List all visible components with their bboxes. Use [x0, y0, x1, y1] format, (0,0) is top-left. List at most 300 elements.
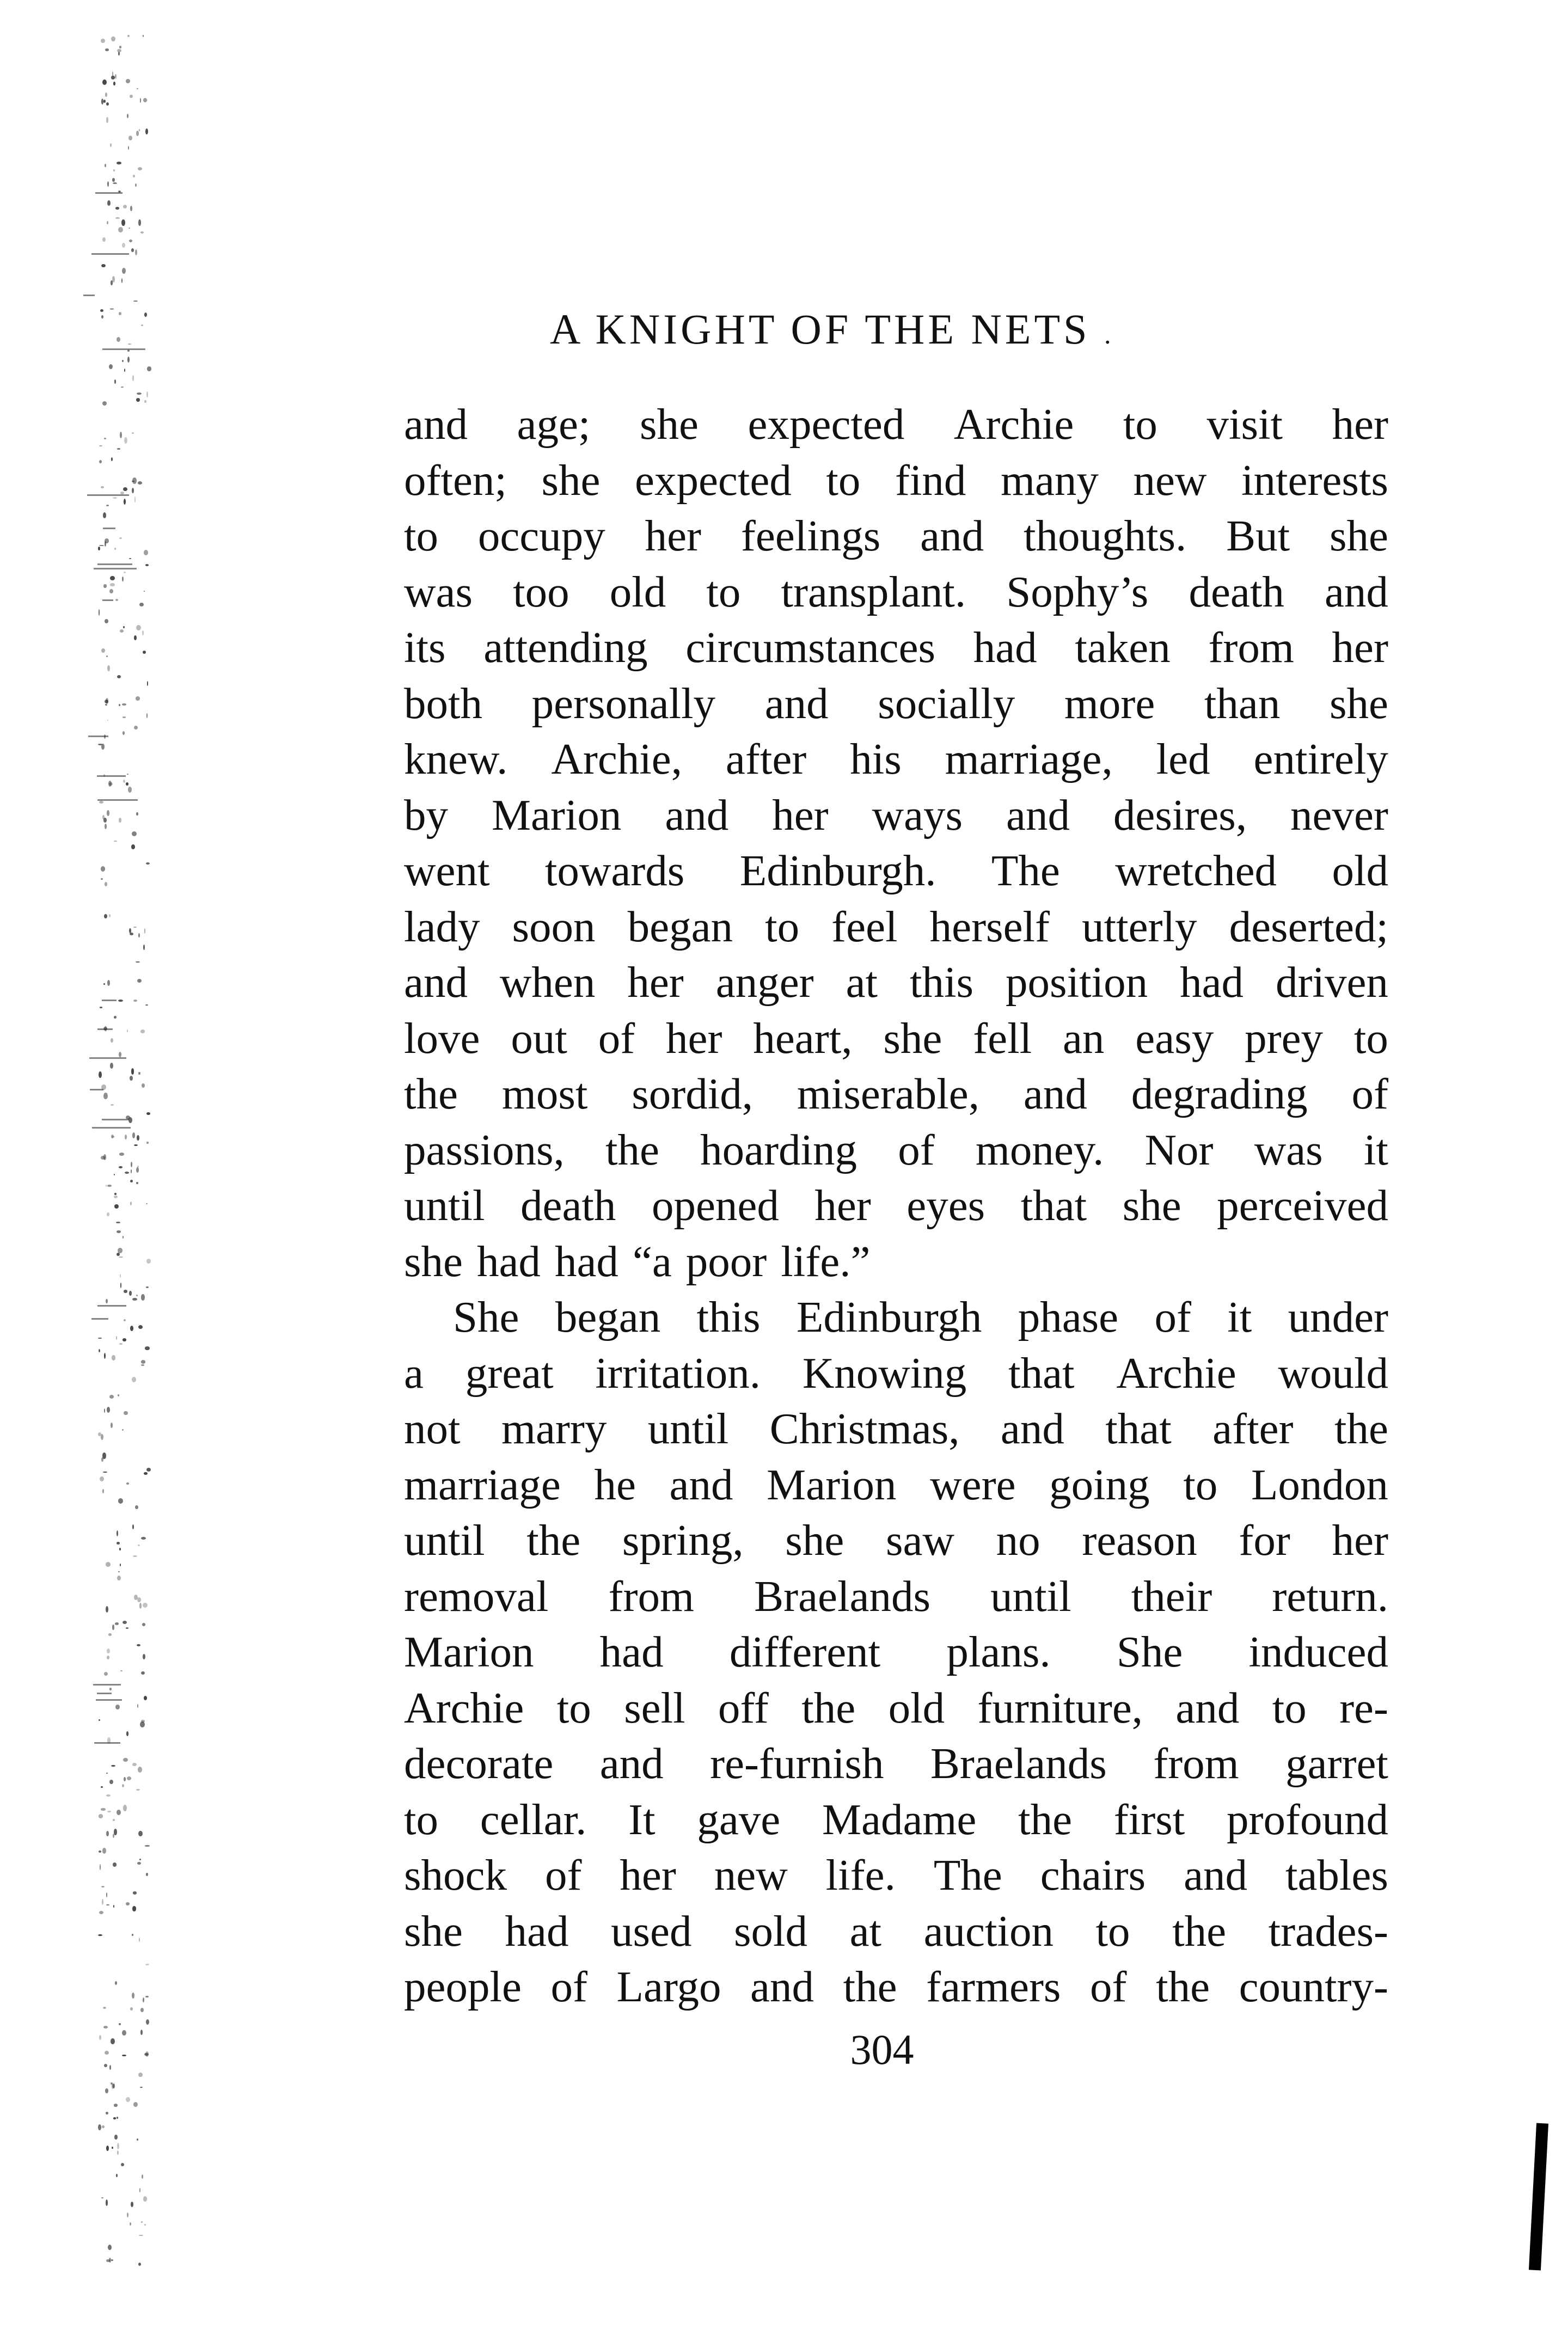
- scan-speck: [122, 268, 126, 274]
- scan-speck: [112, 1355, 116, 1360]
- scan-speck: [124, 1777, 126, 1781]
- word: the: [1172, 1906, 1227, 1956]
- scan-speck: [127, 114, 128, 118]
- scan-speck: [142, 630, 144, 636]
- word: lady: [404, 902, 480, 951]
- scan-speck: [102, 237, 105, 242]
- scan-speck: [123, 626, 125, 628]
- scan-speck: [107, 810, 109, 816]
- scan-speck: [107, 221, 108, 225]
- body-text: [404, 396, 1388, 2015]
- word: first: [1113, 1794, 1185, 1844]
- scan-tick: [87, 494, 129, 496]
- text-line: [404, 1289, 1388, 1345]
- scan-speck: [107, 1811, 111, 1812]
- word: profound: [1227, 1794, 1388, 1844]
- scan-speck: [133, 175, 135, 177]
- scan-speck: [123, 780, 125, 783]
- scan-speck: [115, 1622, 119, 1625]
- scan-speck: [139, 2188, 141, 2192]
- word: plans.: [946, 1627, 1051, 1676]
- scan-speck: [102, 401, 107, 406]
- scan-speck: [128, 787, 132, 793]
- scan-speck: [99, 1719, 100, 1721]
- word: the: [801, 1683, 856, 1732]
- scan-speck: [117, 162, 121, 165]
- scan-speck: [147, 366, 151, 371]
- scan-speck: [146, 1873, 148, 1876]
- scan-speck: [135, 249, 137, 256]
- word: when: [499, 958, 596, 1007]
- scan-tick: [94, 1742, 120, 1744]
- word: had: [505, 1906, 569, 1956]
- scan-speck: [140, 1029, 145, 1033]
- scan-speck: [144, 1472, 148, 1475]
- word: prey: [1245, 1013, 1324, 1063]
- word: the: [526, 1516, 581, 1565]
- word: the: [605, 1125, 659, 1174]
- word: chairs: [1040, 1850, 1146, 1899]
- scan-speck: [122, 1338, 127, 1341]
- scan-speck: [115, 1705, 120, 1709]
- text-line: [404, 1345, 1388, 1401]
- scan-speck: [141, 1294, 145, 1301]
- scan-speck: [130, 95, 133, 98]
- scan-speck: [118, 1248, 122, 1253]
- scan-speck: [135, 183, 137, 187]
- word: old: [888, 1683, 945, 1732]
- word: visit: [1206, 400, 1283, 449]
- word: out: [511, 1013, 567, 1063]
- word: soon: [512, 902, 596, 951]
- word: she: [640, 400, 699, 449]
- word: she: [1329, 511, 1388, 560]
- scan-speck: [107, 720, 109, 721]
- scan-tick: [96, 1699, 122, 1701]
- scan-speck: [121, 387, 124, 388]
- scan-speck: [110, 1063, 113, 1069]
- scan-speck: [143, 1654, 145, 1659]
- word: to: [1353, 1013, 1388, 1063]
- word: money.: [975, 1125, 1104, 1174]
- scan-speck: [146, 1259, 151, 1264]
- scanned-binding-edge: [82, 33, 163, 2319]
- word: to: [404, 1794, 439, 1844]
- text-line: [404, 620, 1388, 676]
- scan-speck: [141, 1537, 146, 1540]
- word: people: [404, 1962, 522, 2011]
- text-line: [404, 396, 1388, 452]
- scan-speck: [146, 1468, 151, 1472]
- scan-speck: [101, 1886, 105, 1887]
- word: its: [404, 623, 446, 672]
- scan-speck: [119, 1153, 124, 1155]
- scan-speck: [126, 1627, 128, 1628]
- scan-speck: [120, 629, 124, 633]
- scan-speck: [138, 1545, 139, 1546]
- word: she: [785, 1516, 844, 1565]
- scan-speck: [119, 312, 121, 315]
- scan-speck: [139, 1859, 141, 1860]
- scan-speck: [104, 438, 106, 439]
- word: many: [1000, 455, 1099, 505]
- scan-speck: [132, 375, 134, 381]
- word: than: [1204, 678, 1281, 728]
- scan-speck: [123, 1805, 127, 1811]
- word: had: [1180, 958, 1244, 1007]
- scan-speck: [101, 878, 103, 880]
- word: auction: [923, 1906, 1054, 1956]
- word: she: [1330, 678, 1388, 728]
- scan-speck: [111, 1135, 114, 1138]
- word: Largo: [616, 1962, 721, 2011]
- scan-speck: [144, 550, 149, 555]
- word: new: [1133, 455, 1207, 505]
- scan-speck: [138, 481, 143, 485]
- scan-speck: [145, 128, 148, 135]
- scan-speck: [144, 2224, 146, 2226]
- word: of: [1090, 1962, 1127, 2011]
- text-line: [404, 508, 1388, 564]
- text-line: [404, 1680, 1388, 1736]
- scan-speck: [136, 131, 139, 136]
- word: induced: [1248, 1627, 1388, 1676]
- scan-speck: [114, 1204, 118, 1208]
- word: her: [814, 1181, 871, 1230]
- word: to: [826, 455, 861, 505]
- scan-speck: [118, 52, 120, 56]
- scan-speck: [108, 2245, 112, 2250]
- scan-tick: [97, 775, 126, 777]
- scan-speck: [100, 1476, 104, 1481]
- word: and: [764, 678, 829, 728]
- scan-speck: [114, 1196, 118, 1198]
- scan-speck: [113, 2117, 116, 2119]
- word: She: [453, 1292, 519, 1341]
- scan-speck: [107, 1648, 110, 1653]
- word: began: [555, 1292, 661, 1341]
- word: Archie: [953, 400, 1074, 449]
- scan-tick: [94, 568, 136, 569]
- word: sell: [624, 1683, 685, 1732]
- scan-speck: [146, 1112, 150, 1115]
- word: But: [1226, 511, 1290, 560]
- word: their: [1131, 1571, 1212, 1621]
- word: transplant.: [781, 567, 966, 616]
- word: he: [594, 1460, 636, 1509]
- word: was: [1254, 1125, 1323, 1174]
- scan-speck: [105, 93, 107, 97]
- scan-speck: [101, 264, 106, 267]
- word: sordid,: [632, 1069, 753, 1118]
- word: old: [609, 567, 666, 616]
- scan-speck: [127, 2213, 128, 2217]
- scan-speck: [117, 1810, 121, 1815]
- scan-speck: [139, 1938, 140, 1941]
- word: knew.: [404, 734, 508, 783]
- scan-speck: [117, 337, 120, 342]
- scan-speck: [105, 2051, 109, 2055]
- scan-speck: [141, 1364, 144, 1366]
- scan-speck: [99, 609, 100, 616]
- scan-speck: [123, 487, 127, 491]
- scan-speck: [136, 1167, 139, 1173]
- word: taken: [1075, 623, 1171, 672]
- word: attending: [483, 623, 648, 672]
- scan-speck: [137, 1166, 139, 1168]
- scan-speck: [141, 1360, 146, 1364]
- text-line: [404, 1792, 1388, 1848]
- scan-speck: [114, 548, 116, 549]
- scan-speck: [109, 589, 113, 593]
- running-header-mark: .: [1104, 319, 1114, 350]
- scan-speck: [106, 505, 109, 506]
- text-line: [404, 1010, 1388, 1067]
- word: towards: [544, 846, 685, 895]
- scan-speck: [99, 460, 102, 464]
- word: She: [1116, 1627, 1183, 1676]
- word: life.: [825, 1850, 896, 1899]
- word: saw: [885, 1516, 954, 1565]
- word: deserted;: [1229, 902, 1388, 951]
- word: an: [1062, 1013, 1105, 1063]
- scan-speck: [110, 576, 115, 580]
- scan-speck: [146, 862, 150, 865]
- word: had: [599, 1627, 664, 1676]
- scan-speck: [105, 48, 109, 51]
- word: to: [404, 511, 439, 560]
- scan-speck: [103, 2007, 106, 2009]
- word: opened: [651, 1181, 779, 1230]
- scan-speck: [129, 558, 131, 559]
- scan-speck: [134, 1144, 138, 1146]
- scan-speck: [145, 1964, 149, 1965]
- scan-tick: [89, 1057, 127, 1059]
- scan-speck: [113, 497, 118, 499]
- word: personally: [531, 678, 716, 728]
- scan-tick: [93, 1684, 121, 1686]
- word: she: [541, 455, 601, 505]
- word: Madame: [822, 1794, 977, 1844]
- word: and: [669, 1460, 733, 1509]
- word: expected: [748, 400, 905, 449]
- scan-speck: [107, 181, 109, 187]
- scan-speck: [121, 219, 125, 226]
- scan-speck: [138, 933, 140, 937]
- scan-speck: [101, 1808, 106, 1811]
- scan-speck: [102, 1453, 106, 1458]
- scan-speck: [98, 547, 100, 551]
- scan-speck: [122, 731, 125, 734]
- word: under: [1288, 1292, 1388, 1341]
- word: Edinburgh.: [739, 846, 936, 895]
- scan-speck: [106, 1904, 109, 1905]
- scan-speck: [119, 1343, 122, 1345]
- scan-speck: [109, 1688, 112, 1690]
- word: Marion: [491, 790, 622, 839]
- word: and: [404, 400, 468, 449]
- word: not: [404, 1404, 461, 1453]
- scan-speck: [145, 1996, 149, 1997]
- scan-speck: [106, 1562, 111, 1567]
- scan-speck: [137, 88, 138, 89]
- text-line: [404, 1122, 1388, 1178]
- word: this: [910, 958, 974, 1007]
- scan-speck: [114, 1829, 117, 1835]
- scan-speck: [111, 1038, 113, 1043]
- word: of: [1351, 1069, 1388, 1118]
- word: to: [556, 1683, 591, 1732]
- word: never: [1290, 790, 1388, 839]
- word: different: [729, 1627, 881, 1676]
- word: and: [750, 1962, 814, 2011]
- word: perceived: [1217, 1181, 1388, 1230]
- word: at: [846, 958, 878, 1007]
- scan-speck: [98, 1338, 102, 1339]
- scan-speck: [141, 1671, 145, 1675]
- scan-speck: [119, 1257, 124, 1258]
- scan-speck: [106, 102, 109, 106]
- scan-speck: [132, 1524, 134, 1529]
- scan-speck: [115, 207, 119, 210]
- scan-speck: [136, 961, 140, 963]
- scan-speck: [111, 2259, 113, 2261]
- word: the: [843, 1962, 897, 2011]
- text-line: [404, 1624, 1388, 1680]
- word: decorate: [404, 1739, 554, 1788]
- scan-speck: [99, 545, 104, 546]
- scan-speck: [130, 933, 133, 935]
- scan-speck: [140, 2008, 144, 2012]
- word: after: [1212, 1404, 1294, 1453]
- word: from: [608, 1571, 694, 1621]
- scan-tick: [97, 1305, 126, 1307]
- word: at: [849, 1906, 882, 1956]
- scan-speck: [117, 49, 121, 52]
- word: desires,: [1113, 790, 1247, 839]
- page-number: 304: [850, 2026, 914, 2073]
- scan-speck: [131, 248, 134, 252]
- scan-speck: [135, 1505, 138, 1509]
- scan-speck: [102, 1848, 106, 1854]
- scan-speck: [127, 357, 130, 363]
- word: to: [1183, 1460, 1218, 1509]
- word: herself: [929, 902, 1050, 951]
- scan-speck: [105, 2088, 108, 2093]
- scan-speck: [143, 945, 145, 950]
- scan-speck: [106, 655, 108, 657]
- word: to: [1272, 1683, 1307, 1732]
- word: irritation.: [595, 1348, 761, 1398]
- word: anger: [715, 958, 814, 1007]
- scan-speck: [117, 2150, 119, 2155]
- scan-speck: [132, 1993, 134, 1999]
- scan-speck: [144, 1696, 147, 1700]
- word: the: [404, 1069, 458, 1118]
- text-line: [404, 1847, 1388, 1903]
- word: heart,: [753, 1013, 853, 1063]
- word: socially: [878, 678, 1015, 728]
- word: often;: [404, 455, 507, 505]
- word: Archie: [1116, 1348, 1236, 1398]
- scan-speck: [142, 2174, 144, 2179]
- word: great: [465, 1348, 554, 1398]
- scan-speck: [113, 82, 115, 85]
- scan-speck: [127, 35, 130, 37]
- scan-speck: [133, 927, 137, 928]
- scan-speck: [143, 651, 146, 654]
- scan-speck: [128, 136, 132, 140]
- scan-speck: [109, 364, 113, 369]
- scan-speck: [101, 744, 105, 750]
- scan-speck: [108, 781, 112, 787]
- word: this: [696, 1292, 761, 1341]
- scan-speck: [145, 1845, 150, 1846]
- scan-speck: [138, 1325, 143, 1329]
- word: age;: [517, 400, 591, 449]
- scan-speck: [107, 1185, 112, 1187]
- text-line: [404, 1234, 1388, 1290]
- word: life.”: [781, 1236, 871, 1286]
- scan-speck: [114, 2135, 117, 2140]
- scan-speck: [131, 1162, 132, 1167]
- word: too: [513, 567, 569, 616]
- scan-speck: [124, 499, 126, 505]
- word: and: [1006, 790, 1070, 839]
- scan-speck: [102, 2125, 104, 2129]
- word: re-: [1339, 1683, 1388, 1732]
- scan-speck: [123, 1758, 127, 1762]
- word: London: [1251, 1460, 1388, 1509]
- scan-speck: [111, 36, 115, 41]
- scan-speck: [136, 625, 141, 630]
- scan-speck: [132, 831, 137, 836]
- text-line: [404, 731, 1388, 787]
- scan-speck: [133, 301, 138, 302]
- scan-speck: [146, 713, 148, 718]
- word: feelings: [740, 511, 881, 560]
- word: began: [627, 902, 733, 951]
- scan-speck: [122, 2030, 126, 2036]
- scan-speck: [120, 1283, 121, 1288]
- scan-speck: [121, 2163, 124, 2166]
- scan-speck: [129, 1291, 131, 1296]
- scan-speck: [145, 1004, 148, 1006]
- scan-speck: [103, 983, 105, 985]
- word: Marion: [767, 1460, 897, 1509]
- scan-speck: [136, 696, 140, 700]
- scan-speck: [130, 1326, 133, 1331]
- scan-speck: [114, 1193, 117, 1195]
- word: “a: [632, 1236, 672, 1286]
- scan-speck: [117, 1230, 121, 1233]
- scan-speck: [106, 2146, 109, 2151]
- scan-tick: [102, 1119, 129, 1120]
- scan-speck: [115, 217, 120, 219]
- scan-tick: [102, 599, 113, 601]
- text-line: [404, 1959, 1388, 2015]
- text-line: [404, 564, 1388, 620]
- scan-speck: [115, 599, 118, 600]
- scan-speck: [106, 117, 108, 122]
- scan-speck: [120, 1564, 121, 1566]
- scan-speck: [125, 1172, 129, 1174]
- scan-speck: [122, 360, 124, 362]
- word: The: [991, 846, 1060, 895]
- scan-speck: [131, 844, 135, 849]
- scan-speck: [100, 1864, 101, 1871]
- scan-speck: [100, 309, 103, 312]
